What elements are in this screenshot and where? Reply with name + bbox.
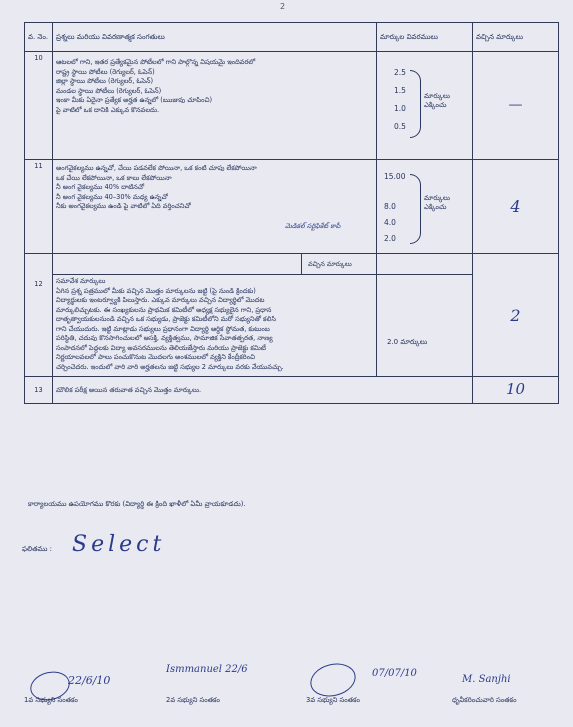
question-line: ఇంకా మీకు ఏదైనా ప్రత్యేక అర్హత ఉన్నలో (ఋజువు చూపించి) [56,96,213,105]
row-marks-detail [377,160,473,254]
marks-table [24,22,559,404]
row-awarded [473,160,559,254]
row-number: 11 [25,160,53,254]
marks-note-line: మార్కులు [424,194,451,202]
question-line: జిల్లా స్థాయి పోటీలు (రెగ్యులర్, ఓపెన్) [56,77,154,86]
marks-note-line: ఎక్కించు [424,101,447,110]
question-line: నీ అంగ వైకల్యము 40–30% మధ్య ఉన్నచో [56,192,168,201]
question-line: నిర్ణయాలవలలో పాలు పంచుకొనుట మొదలగు అంశములలో వ్యక్తిని కేంద్రీకరించి [56,353,256,362]
question-line: మండల స్థాయి పోటీలు (రెగ్యులర్, ఓపెన్) [56,86,162,95]
table-row [25,254,559,377]
page-number: 2 [280,2,286,11]
signature-label: ధృవీకరించువారి సంతకం [452,696,517,704]
question-line: చర్చించెదరు. ఇందులో వారి వారి అర్హతలను జట్టి సభ్యుల 2 మార్కులు వరకు వేయువచ్చు. [56,362,284,371]
mark-value: 8.0 [384,202,396,211]
question-line: ఒక చేయి లేకపోయినా, ఒక కాలు లేకపోయినా [56,173,172,182]
question-line: పై వాటిలో ఒక దానికి ఎక్కువ కొనవలదు. [56,105,160,114]
question-line: ఏగిన ప్రశ్న పత్రములో మీకు వచ్చిన మొత్తం మార్కులను జట్టి (పై నుండి క్రిందకు) [56,286,256,295]
result-value: Select [72,532,166,557]
row-question: మౌలిక పరీక్ష అయిన తరువాత వచ్చిన మొత్తం మార్కులు. [53,377,473,404]
row-awarded [473,254,559,377]
question-line: మార్కులిచ్చుటకు. ఈ సంఖ్యకులను ప్రాథమిక కమిటీలో అధ్యక్ష సభ్యులైన గాని, ప్రధాన [56,305,272,314]
awarded-mark: 4 [510,196,521,216]
signature-row [0,660,573,720]
row-question [53,52,377,160]
marks-note-line: మార్కులు [424,92,451,100]
table-row [25,377,559,404]
header-awarded: వచ్చిన మార్కులు [473,23,559,52]
question-line: సంపాదనలో పెద్దలకు విద్యా అవసరములను తెలియజేస్తారు మరియు ప్రాజెక్టు కమిటీ [56,343,266,352]
row-marks-detail [377,52,473,160]
question-line: విద్యార్థులకు ఇంటర్వ్యూకి పిలుస్తారు. ఎక్కువ మార్కులు వచ్చిన విద్యార్థిలో మొదట [56,296,265,305]
subheader-awarded: వచ్చిన మార్కులు [301,254,388,274]
row-number: 10 [25,52,53,160]
header-sno: వ. నెం. [25,23,53,52]
brace-icon [410,174,421,244]
marks-note-line: ఎక్కించు [424,203,447,212]
row-question [53,160,377,254]
signature-handwriting: Ismmanuel 22/6 [166,664,248,675]
marks-note [424,194,450,212]
header-marks-detail: మార్కుల వివరములు [377,23,473,52]
question-line: గాని చేయుదురు. ఇట్టి మాట్లాడు సభ్యులు ప్రధానంగా విద్యార్థి ఆర్థిక స్థోమత, కుటుంబ [56,324,270,333]
mark-value: 15.00 [384,172,406,181]
header-question: ప్రశ్నలు మరియు వివరణాత్మక సంగతులు [53,23,377,52]
question-line: పరిస్థితి, చదువు కొనసాగించులలో ఆసక్తి, వ్యక్తిత్వము, సామాజిక సేవాతత్పరత, నాణ్య [56,334,273,343]
table-header-row [25,23,559,52]
signature-label: 2వ సభ్యుని సంతకం [166,696,221,704]
question-line: రాష్ట్ర స్థాయి పోటీలు (రెగ్యులర్, ఓపెన్) [56,67,155,76]
signature-label: 1వ సభ్యుని సంతకం [24,696,79,704]
row-awarded [473,377,559,404]
awarded-mark: — [508,97,523,114]
mark-value: 0.5 [394,122,406,131]
result-label: ఫలితము : [22,545,52,553]
question-line: నీ అంగ వైకల్యము 40% దాటినచో [56,183,145,192]
marks-note [424,92,450,110]
mark-value: 2.0 మార్కులు [387,338,428,346]
mark-value: 4.0 [384,218,396,227]
row-title: సమావేశ మార్కులు [56,277,106,285]
mark-value: 2.5 [394,68,406,77]
handwritten-note: మెడికల్ సర్టిఫికేట్ కాపీ [285,222,341,230]
mark-value: 2.0 [384,234,396,243]
question-line: ఆటలలో గాని, ఇతర ప్రత్యేకమైన పోటీలలో గాని పాల్గొన్న విషయమై ఇందివరలో [56,58,256,66]
row-number: 13 [25,377,53,404]
signature-handwriting: 22/6/10 [68,674,111,687]
awarded-mark: 2 [510,305,521,325]
mark-value: 1.0 [394,104,406,113]
signature-handwriting: M. Sanjhi [462,674,511,685]
table-row [25,52,559,160]
mark-value: 1.5 [394,86,406,95]
awarded-mark: 10 [505,380,526,399]
question-line: దాతృత్వాయకులనుండి వచ్చిన ఒక సభ్యుడు, ప్రాజెక్టు కమిటీలోని మరో సభ్యునితో కలిసి [56,315,276,324]
signature-label: 3వ సభ్యుని సంతకం [306,696,361,704]
question-line: అంగవైకల్యము ఉన్నచో, చేయి పడవలేక పోయినా, ఒక కంటి చూపు లేకపోయినా [56,164,257,172]
row-question [53,254,377,377]
brace-icon [410,70,421,138]
signature-scribble-icon [307,659,359,701]
signature-handwriting: 07/07/10 [372,668,417,679]
row-awarded [473,52,559,160]
question-line: నీకు అంగవైకల్యము ఉండి పై వాటిలో ఏది వర్తించనిచో [56,202,191,211]
row-number: 12 [25,254,53,377]
office-use-note: కార్యాలయము ఉపయోగము కొరకు (విద్యార్థి ఈ క్రింది ఖాళీలో ఏమీ వ్రాయకూడదు). [28,500,246,508]
table-row [25,160,559,254]
row-marks-detail [377,254,473,377]
